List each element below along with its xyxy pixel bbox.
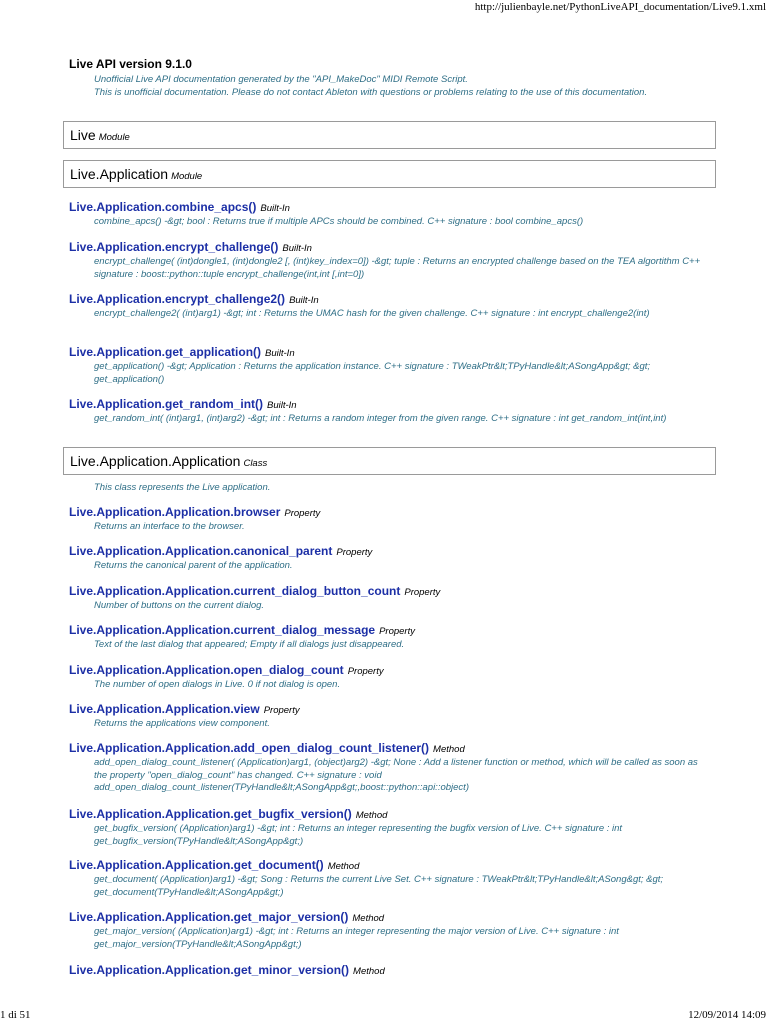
entry-title-line [69,702,719,716]
entry-kind: Method [353,966,385,977]
entry-description: Number of buttons on the current dialog. [94,600,265,611]
doc-entry [69,292,719,321]
doc-entry [69,345,719,386]
entry-title-link[interactable]: Live.Application.get_application() [69,345,262,359]
entry-title-link[interactable]: Live.Application.Application.browser [69,505,281,519]
entry-kind: Built-In [282,243,312,254]
entry-description: get_bugfix_version( (Application)arg1) -&gt; int : Returns an integer representing the bugfix version of Live. C++ signature : int get_bugfix_version(TPyHandle&lt;ASongApp&gt;) [94,823,623,847]
entry-title-line [69,741,719,755]
entry-title-line [69,858,719,872]
entry-title-link[interactable]: Live.Application.Application.add_open_dialog_count_listener() [69,741,430,755]
class-title: Live.Application.Application [70,453,241,469]
entry-title-link[interactable]: Live.Application.Application.canonical_parent [69,544,333,558]
module-title: Live [70,127,96,143]
page-url: http://julienbayle.net/PythonLiveAPI_documentation/Live9.1.xml [474,1,766,13]
entry-title-line [69,240,719,254]
module-kind: Module [171,171,203,182]
entry-title-line [69,544,719,558]
entry-title-line [69,200,719,214]
entry-title-link[interactable]: Live.Application.Application.open_dialog_count [69,663,344,677]
entry-kind: Method [352,913,385,924]
entry-description: encrypt_challenge( (int)dongle1, (int)dongle2 [, (int)key_index=0]) -&gt; tuple : Returns an encrypted challenge based on the TEA algortithm C++ signature : boost::python::tuple encrypt_challenge(int,int [,int=0]) [94,256,701,280]
entry-title-link[interactable]: Live.Application.encrypt_challenge() [69,240,279,254]
entry-kind: Property [404,587,441,598]
doc-entry [69,240,719,281]
doc-entry [69,584,719,613]
entry-title-line [69,623,719,637]
entry-title-link[interactable]: Live.Application.Application.get_minor_version() [69,963,350,977]
entry-title-link[interactable]: Live.Application.Application.get_major_version() [69,910,349,924]
entry-kind: Built-In [260,203,290,214]
doc-entry [69,505,719,534]
entry-title-line [69,397,719,411]
entry-title-link[interactable]: Live.Application.get_random_int() [69,397,264,411]
entry-description: get_application() -&gt; Application : Returns the application instance. C++ signature : TWeakPtr&lt;TPyHandle&lt;ASongApp&gt; &gt; get_application() [94,361,651,385]
entry-title-line [69,963,719,977]
doc-entry [69,663,719,692]
entry-title-line [69,345,719,359]
entry-description: get_document( (Application)arg1) -&gt; Song : Returns the current Live Set. C++ signature : TWeakPtr&lt;TPyHandle&lt;ASong&gt; &gt; get_document(TPyHandle&lt;ASongApp&gt;) [94,874,664,898]
module-name [70,166,202,182]
doc-entry [69,544,719,573]
entry-kind: Property [284,508,321,519]
entry-description: add_open_dialog_count_listener( (Application)arg1, (object)arg2) -&gt; None : Add a listener function or method, which will be called as soon as the property "open_dialog_count" has changed. C++ signature : void add_open_dialog_count_listener(TPyHandle&lt;ASongApp&gt;,boost::python::api::object) [94,757,698,793]
entry-title-line [69,584,719,598]
entry-description: Returns the applications view component. [94,718,270,729]
entry-kind: Property [379,626,415,637]
entry-kind: Method [433,744,465,755]
module-box-live [63,121,716,149]
module-box-live-application [63,160,716,188]
entry-title-link[interactable]: Live.Application.Application.current_dialog_message [69,623,376,637]
entry-title-link[interactable]: Live.Application.encrypt_challenge2() [69,292,286,306]
entry-description: Returns the canonical parent of the application. [94,560,293,571]
doc-entry [69,858,719,899]
doc-entry [69,910,719,951]
doc-entry [69,623,719,652]
entry-title-line [69,663,719,677]
entry-description: Returns an interface to the browser. [94,521,245,532]
entry-kind: Method [327,861,360,872]
module-name [70,127,130,143]
entry-kind: Property [263,705,300,716]
doc-title: Live API version 9.1.0 [69,57,192,71]
entry-kind: Method [355,810,388,821]
entry-title-link[interactable]: Live.Application.Application.get_bugfix_version() [69,807,352,821]
doc-entry [69,200,719,229]
class-name [70,453,267,469]
doc-entry [69,397,719,426]
entry-kind: Built-In [289,295,319,306]
page-number: 1 di 51 [0,1009,31,1021]
entry-description: encrypt_challenge2( (int)arg1) -&gt; int : Returns the UMAC hash for the given challenge. C++ signature : int encrypt_challenge2(int) [94,308,650,319]
entry-description: The number of open dialogs in Live. 0 if not dialog is open. [94,679,341,690]
print-datetime: 12/09/2014 14:09 [688,1009,766,1021]
class-description: This class represents the Live application. [94,482,271,493]
entry-title-line [69,292,719,306]
doc-entry [69,807,719,848]
doc-entry [69,702,719,731]
doc-entry [69,741,719,795]
entry-title-line [69,505,719,519]
doc-intro: Unofficial Live API documentation generated by the "API_MakeDoc" MIDI Remote Script. This is unofficial documentation. Please do not contact Ableton with questions or problems relating to the use of this documentation. [94,74,648,98]
entry-description: get_major_version( (Application)arg1) -&gt; int : Returns an integer representing the major version of Live. C++ signature : int get_major_version(TPyHandle&lt;ASongApp&gt;) [94,926,619,950]
entry-title-line [69,910,719,924]
class-box-application [63,447,716,475]
entry-title-link[interactable]: Live.Application.Application.current_dialog_button_count [69,584,401,598]
entry-description: combine_apcs() -&gt; bool : Returns true if multiple APCs should be combined. C++ signature : bool combine_apcs() [94,216,584,227]
entry-title-link[interactable]: Live.Application.Application.get_document() [69,858,324,872]
entry-kind: Built-In [265,348,295,359]
module-title: Live.Application [70,166,169,182]
entry-kind: Built-In [267,400,297,411]
entry-description: Text of the last dialog that appeared; Empty if all dialogs just disappeared. [94,639,405,650]
doc-entry [69,963,719,977]
entry-description: get_random_int( (int)arg1, (int)arg2) -&gt; int : Returns a random integer from the given range. C++ signature : int get_random_int(int,int) [94,413,667,424]
module-kind: Module [98,132,130,143]
entry-title-link[interactable]: Live.Application.Application.view [69,702,260,716]
entry-title-link[interactable]: Live.Application.combine_apcs() [69,200,257,214]
entry-kind: Property [336,547,373,558]
class-kind: Class [243,458,268,469]
entry-kind: Property [347,666,384,677]
entry-title-line [69,807,719,821]
